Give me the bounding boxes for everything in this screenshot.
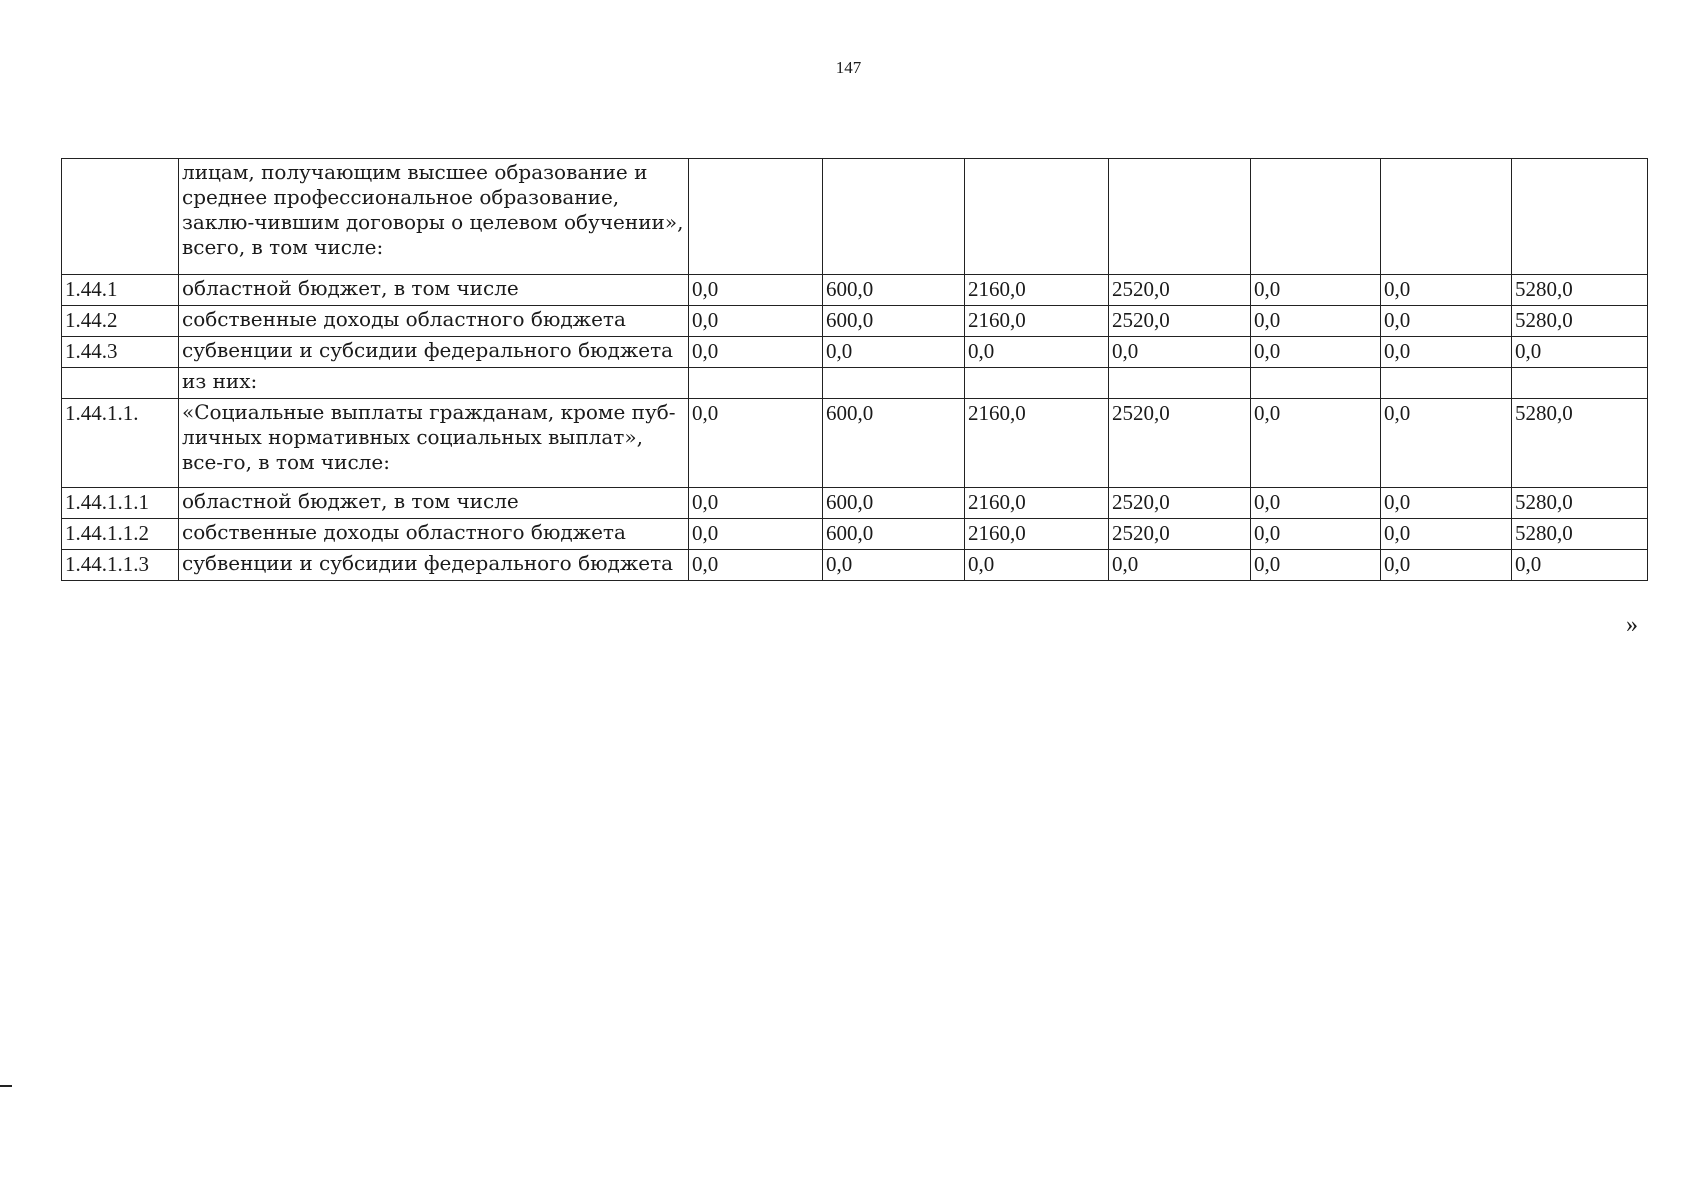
row-description: областной бюджет, в том числе	[179, 488, 689, 519]
row-value-col-4: 2520,0	[1109, 306, 1251, 337]
row-value-col-4: 2520,0	[1109, 399, 1251, 488]
row-value-col-3: 0,0	[965, 337, 1109, 368]
row-value-col-7: 5280,0	[1512, 399, 1648, 488]
row-description: собственные доходы областного бюджета	[179, 519, 689, 550]
row-value-col-7: 5280,0	[1512, 519, 1648, 550]
row-value-col-6: 0,0	[1381, 488, 1512, 519]
row-value-col-3: 2160,0	[965, 519, 1109, 550]
row-value-col-6: 0,0	[1381, 519, 1512, 550]
row-value-col-5: 0,0	[1251, 399, 1381, 488]
table-row	[62, 337, 1648, 368]
row-description: областной бюджет, в том числе	[179, 275, 689, 306]
row-value-col-1: 0,0	[689, 275, 823, 306]
row-value-col-4	[1109, 368, 1251, 399]
row-value-col-4: 0,0	[1109, 337, 1251, 368]
row-value-col-6: 0,0	[1381, 306, 1512, 337]
row-value-col-7: 5280,0	[1512, 488, 1648, 519]
row-code: 1.44.3	[62, 337, 179, 368]
row-value-col-2: 600,0	[823, 275, 965, 306]
row-description: собственные доходы областного бюджета	[179, 306, 689, 337]
row-code: 1.44.1.1.3	[62, 550, 179, 581]
row-code: 1.44.2	[62, 306, 179, 337]
row-description: субвенции и субсидии федерального бюджета	[179, 550, 689, 581]
row-value-col-2	[823, 159, 965, 275]
row-value-col-1: 0,0	[689, 519, 823, 550]
margin-dash	[0, 1085, 12, 1087]
row-code: 1.44.1.1.	[62, 399, 179, 488]
row-code: 1.44.1	[62, 275, 179, 306]
row-value-col-1: 0,0	[689, 488, 823, 519]
row-description: из них:	[179, 368, 689, 399]
row-value-col-2: 600,0	[823, 306, 965, 337]
row-value-col-6: 0,0	[1381, 399, 1512, 488]
row-code	[62, 368, 179, 399]
row-value-col-2: 600,0	[823, 399, 965, 488]
row-value-col-6	[1381, 159, 1512, 275]
table-row	[62, 368, 1648, 399]
row-value-col-3: 2160,0	[965, 488, 1109, 519]
row-value-col-3: 2160,0	[965, 306, 1109, 337]
row-value-col-5: 0,0	[1251, 337, 1381, 368]
budget-table	[61, 158, 1648, 581]
row-description: лицам, получающим высшее образование и среднее профессиональное образование, заклю-чившим договоры о целевом обучении», всего, в том числе:	[179, 159, 689, 275]
row-value-col-4: 0,0	[1109, 550, 1251, 581]
row-value-col-7: 5280,0	[1512, 306, 1648, 337]
row-value-col-7	[1512, 159, 1648, 275]
row-value-col-7: 0,0	[1512, 337, 1648, 368]
table-row	[62, 159, 1648, 275]
row-value-col-3	[965, 368, 1109, 399]
row-code: 1.44.1.1.1	[62, 488, 179, 519]
row-value-col-6	[1381, 368, 1512, 399]
row-value-col-2	[823, 368, 965, 399]
row-value-col-3: 2160,0	[965, 275, 1109, 306]
row-value-col-1: 0,0	[689, 550, 823, 581]
row-value-col-2: 0,0	[823, 550, 965, 581]
row-value-col-2: 600,0	[823, 519, 965, 550]
row-value-col-2: 600,0	[823, 488, 965, 519]
row-value-col-7: 5280,0	[1512, 275, 1648, 306]
table-row	[62, 275, 1648, 306]
table-row	[62, 550, 1648, 581]
row-value-col-6: 0,0	[1381, 550, 1512, 581]
table-row	[62, 488, 1648, 519]
row-value-col-5: 0,0	[1251, 550, 1381, 581]
row-description: «Социальные выплаты гражданам, кроме пуб-личных нормативных социальных выплат», все-го, в том числе:	[179, 399, 689, 488]
row-value-col-1: 0,0	[689, 337, 823, 368]
row-value-col-1: 0,0	[689, 306, 823, 337]
row-value-col-6: 0,0	[1381, 275, 1512, 306]
row-value-col-3: 0,0	[965, 550, 1109, 581]
row-value-col-4: 2520,0	[1109, 488, 1251, 519]
row-value-col-5: 0,0	[1251, 275, 1381, 306]
row-value-col-4: 2520,0	[1109, 275, 1251, 306]
row-value-col-6: 0,0	[1381, 337, 1512, 368]
page-number: 147	[835, 58, 862, 77]
row-value-col-3: 2160,0	[965, 399, 1109, 488]
closing-quote: »	[1626, 612, 1638, 638]
table-row	[62, 306, 1648, 337]
row-value-col-3	[965, 159, 1109, 275]
row-value-col-5: 0,0	[1251, 519, 1381, 550]
row-value-col-4	[1109, 159, 1251, 275]
row-value-col-7	[1512, 368, 1648, 399]
row-code: 1.44.1.1.2	[62, 519, 179, 550]
row-value-col-1	[689, 159, 823, 275]
row-value-col-5: 0,0	[1251, 488, 1381, 519]
row-value-col-1	[689, 368, 823, 399]
row-value-col-4: 2520,0	[1109, 519, 1251, 550]
row-description: субвенции и субсидии федерального бюджета	[179, 337, 689, 368]
table-row	[62, 519, 1648, 550]
row-value-col-5	[1251, 368, 1381, 399]
row-code	[62, 159, 179, 275]
table-body	[62, 159, 1648, 581]
row-value-col-7: 0,0	[1512, 550, 1648, 581]
row-value-col-5	[1251, 159, 1381, 275]
table-row	[62, 399, 1648, 488]
row-value-col-1: 0,0	[689, 399, 823, 488]
row-value-col-5: 0,0	[1251, 306, 1381, 337]
row-value-col-2: 0,0	[823, 337, 965, 368]
